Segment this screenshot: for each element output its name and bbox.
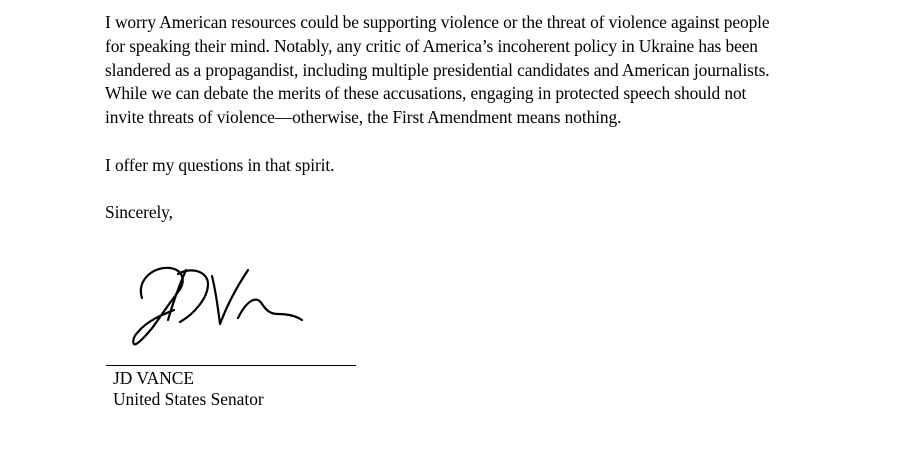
paragraph-line: I worry American resources could be supporting violence or the threat of violence against people: [105, 12, 770, 32]
paragraph-line: slandered as a propagandist, including multiple presidential candidates and American journalists.: [105, 59, 770, 80]
signature-line: [106, 365, 356, 366]
closing-salutation: Sincerely,: [105, 202, 173, 222]
paragraph-line: for speaking their mind. Notably, any critic of America’s incoherent policy in Ukraine has been: [105, 35, 758, 56]
signer-title: United States Senator: [113, 389, 264, 409]
paragraph-line: invite threats of violence—otherwise, the First Amendment means nothing.: [105, 107, 622, 128]
paragraph-line: While we can debate the merits of these accusations, engaging in protected speech should not: [105, 83, 747, 104]
body-paragraph-questions: I offer my questions in that spirit.: [105, 155, 335, 175]
body-paragraph-concern: [105, 11, 825, 130]
handwritten-signature-icon: [128, 258, 318, 358]
signer-name: JD VANCE: [113, 368, 195, 388]
